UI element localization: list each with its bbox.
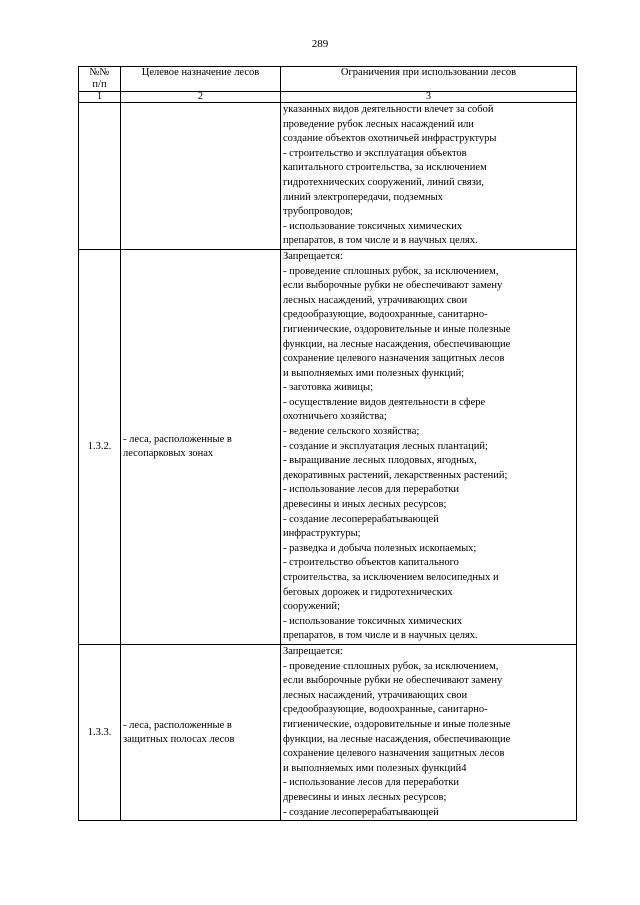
restriction-line: - осуществление видов деятельности в сфере — [283, 396, 486, 408]
table-row — [79, 249, 577, 644]
restriction-line: функции, на лесные насаждения, обеспечивающие — [283, 733, 511, 745]
column-number-row — [79, 92, 577, 103]
restriction-line: если выборочные рубки не обеспечивают замену — [283, 280, 503, 292]
page-number: 289 — [311, 38, 329, 50]
restriction-line: препаратов, в том числе и в научных целях. — [283, 235, 478, 247]
restriction-line: - разведка и добыча полезных ископаемых; — [283, 542, 477, 554]
restriction-line: - проведение сплошных рубок, за исключением, — [283, 265, 499, 277]
restrictions-cell — [281, 103, 577, 250]
restriction-line: древесины и иных лесных ресурсов; — [283, 791, 447, 803]
column-number-1: 1 — [79, 92, 121, 103]
restriction-line: - выращивание лесных плодовых, ягодных, — [283, 455, 477, 467]
header-num — [79, 67, 121, 92]
table-row — [79, 644, 577, 820]
restriction-line: - строительство и эксплуатация объектов — [283, 147, 467, 159]
restriction-line: - использование токсичных химических — [283, 615, 463, 627]
row-number: 1.3.2. — [79, 249, 121, 644]
restriction-line: препаратов, в том числе и в научных целях. — [283, 630, 478, 642]
restriction-line: декоративных растений, лекарственных растений; — [283, 469, 508, 481]
restriction-line: - проведение сплошных рубок, за исключением, — [283, 660, 499, 672]
restriction-line: трубопроводов; — [283, 206, 353, 218]
restriction-line: строительства, за исключением велосипедных и — [283, 572, 499, 583]
restriction-line: и выполняемых ими полезных функций4 — [283, 762, 467, 774]
restriction-line: лесных насаждений, утрачивающих свои — [283, 689, 468, 701]
forest-restrictions-table — [78, 66, 577, 821]
restriction-line: и выполняемых ими полезных функций; — [283, 367, 465, 379]
table-body — [79, 103, 577, 821]
restriction-line: средообразующие, водоохранные, санитарно- — [283, 704, 488, 716]
restriction-line: линий электропередачи, подземных — [283, 191, 443, 203]
restriction-line: гигиенические, оздоровительные и иные полезные — [283, 718, 511, 730]
restriction-line: сохранение целевого назначения защитных лесов — [283, 353, 505, 365]
restrictions-cell — [281, 249, 577, 644]
restriction-line: беговых дорожек и гидротехнических — [283, 586, 453, 598]
row-number: 1.3.3. — [79, 644, 121, 820]
table-row — [79, 103, 577, 250]
restrictions-cell — [281, 644, 577, 820]
forest-purpose-cell — [121, 103, 281, 250]
restriction-line: указанных видов деятельности влечет за собой — [283, 104, 494, 115]
restriction-line: капитального строительства, за исключением — [283, 162, 487, 174]
restriction-line: проведение рубок лесных насаждений или — [283, 118, 474, 130]
restriction-line: - использование лесов для переработки — [283, 777, 460, 789]
column-number-3: 3 — [281, 92, 577, 103]
forest-purpose-line: лесопарковых зонах — [123, 447, 214, 459]
restriction-line: гигиенические, оздоровительные и иные полезные — [283, 323, 511, 335]
restriction-line: средообразующие, водоохранные, санитарно- — [283, 309, 488, 321]
forest-purpose-line: защитных полосах лесов — [123, 733, 235, 745]
forest-purpose-line: - леса, расположенные в — [123, 719, 232, 731]
forest-purpose-line: - леса, расположенные в — [123, 433, 232, 445]
restriction-line: - ведение сельского хозяйства; — [283, 426, 420, 438]
restriction-line: инфраструктуры; — [283, 528, 361, 540]
table-header-row — [79, 67, 577, 92]
header-num-line-1: №№ — [89, 67, 110, 78]
restriction-line: если выборочные рубки не обеспечивают замену — [283, 675, 503, 687]
restriction-line: создание объектов охотничьей инфраструктуры — [283, 133, 497, 145]
restriction-line: древесины и иных лесных ресурсов; — [283, 499, 447, 511]
restriction-line: - использование токсичных химических — [283, 220, 463, 232]
restriction-line: - создание лесоперерабатывающей — [283, 513, 439, 525]
restriction-line: Запрещается: — [283, 645, 343, 657]
forest-purpose-cell — [121, 249, 281, 644]
forest-purpose-cell — [121, 644, 281, 820]
column-number-2: 2 — [121, 92, 281, 103]
header-restrictions: Ограничения при использовании лесов — [281, 67, 577, 92]
restriction-line: сооружений; — [283, 601, 340, 613]
restriction-line: гидротехнических сооружений, линий связи, — [283, 176, 484, 188]
restriction-line: сохранение целевого назначения защитных лесов — [283, 748, 505, 760]
restriction-line: охотничьего хозяйства; — [283, 411, 387, 423]
restriction-line: Запрещается: — [283, 250, 343, 262]
restriction-line: - строительство объектов капитального — [283, 557, 459, 569]
header-num-line-2: п/п — [92, 79, 107, 90]
row-number — [79, 103, 121, 250]
restriction-line: - создание и эксплуатация лесных плантаций; — [283, 440, 488, 452]
header-purpose: Целевое назначение лесов — [121, 67, 281, 92]
restriction-line: лесных насаждений, утрачивающих свои — [283, 294, 468, 306]
restriction-line: - использование лесов для переработки — [283, 484, 460, 496]
restriction-line: - создание лесоперерабатывающей — [283, 806, 439, 818]
restriction-line: - заготовка живицы; — [283, 382, 374, 394]
restriction-line: функции, на лесные насаждения, обеспечивающие — [283, 338, 511, 350]
